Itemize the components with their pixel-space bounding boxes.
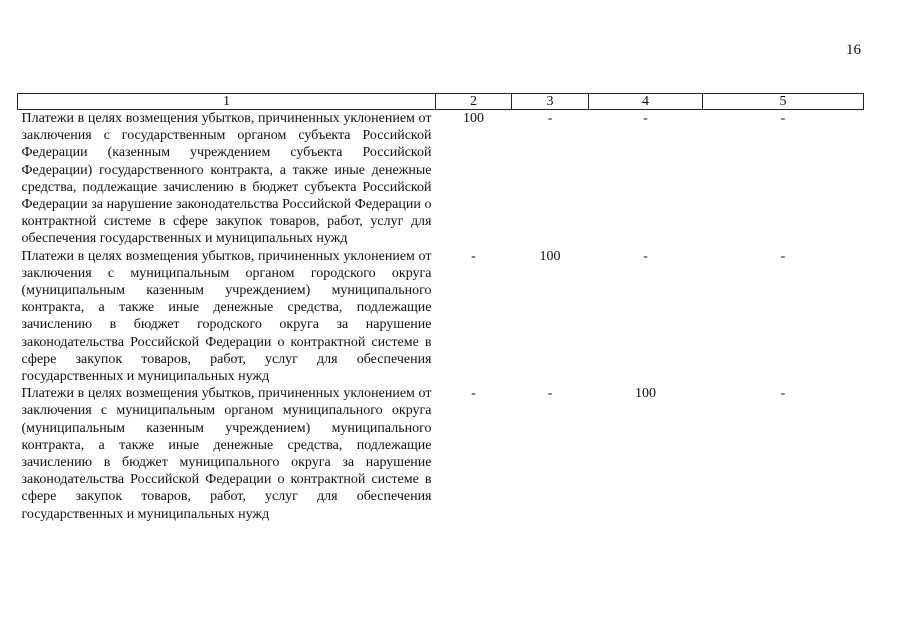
column-header-5: 5 — [703, 94, 864, 110]
cell-col-2: - — [471, 386, 476, 402]
column-header-3: 3 — [512, 94, 589, 110]
cell-col-5: - — [780, 248, 786, 264]
cell-col-3: - — [547, 111, 553, 126]
cell-col-4: - — [643, 111, 648, 126]
page-number: 16 — [846, 42, 861, 58]
payments-table — [17, 93, 864, 523]
row-description: Платежи в целях возмещения убытков, причиненных уклонением от заключения с муниципальным органом городского округа (муниципальным казенным учреждением) муниципального контракта, а также иные денежные средства, подлежащие зачислению в бюджет городского округа за нарушение законодательства Российской Федерации о контрактной системе в сфере закупок товаров, работ, услуг для обеспечения государственных и муниципальных нужд — [21, 248, 432, 385]
table-header-row — [18, 94, 864, 110]
column-header-4: 4 — [589, 94, 703, 110]
row-description: Платежи в целях возмещения убытков, причиненных уклонением от заключения с государственным органом субъекта Российской Федерации (казенным учреждением субъекта Российской Федерации) государственного контракта, а также иные денежные средства, подлежащие зачислению в бюджет субъекта Российской Федерации за нарушение законодательства Российской Федерации о контрактной системе в сфере закупок товаров, работ, услуг для обеспечения государственных и муниципальных нужд — [21, 111, 432, 247]
cell-col-3: 100 — [539, 248, 561, 264]
cell-col-2: - — [471, 248, 476, 264]
table-row — [18, 248, 864, 386]
column-header-2: 2 — [436, 94, 512, 110]
cell-col-5: - — [780, 386, 786, 402]
cell-col-5: - — [780, 111, 786, 126]
cell-col-4: - — [643, 248, 648, 264]
cell-col-2: 100 — [463, 111, 484, 126]
cell-col-3: - — [547, 386, 553, 402]
row-description: Платежи в целях возмещения убытков, причиненных уклонением от заключения с муниципальным органом муниципального округа (муниципальным казенным учреждением) муниципального контракта, а также иные денежные средства, подлежащие зачислению в бюджет муниципального округа за нарушение законодательства Российской Федерации о контрактной системе в сфере закупок товаров, работ, услуг для обеспечения государственных и муниципальных нужд — [21, 386, 432, 522]
table-row — [18, 110, 864, 248]
table-row — [18, 385, 864, 523]
column-header-1: 1 — [18, 94, 436, 110]
cell-col-4: 100 — [635, 386, 656, 402]
